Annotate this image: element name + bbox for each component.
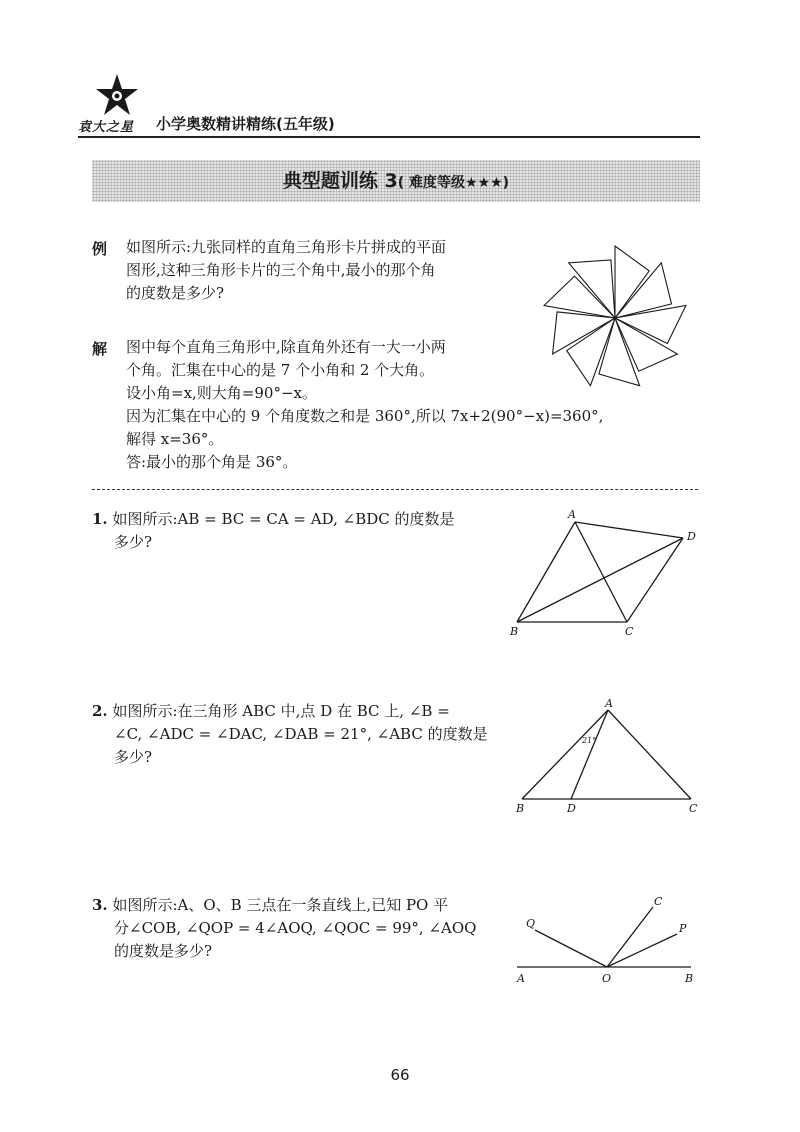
question-3-line: 如图所示:A、O、B 三点在一条直线上,已知 PO 平: [112, 896, 449, 914]
label-o: O: [602, 972, 612, 985]
solution-text: [126, 336, 603, 474]
question-2-line: 如图所示:在三角形 ABC 中,点 D 在 BC 上, ∠B =: [112, 702, 450, 720]
label-c: C: [625, 625, 634, 638]
example-tag: 例: [92, 240, 108, 258]
question-2-number: 2.: [92, 702, 108, 720]
label-p: P: [679, 922, 687, 935]
question-3: [92, 894, 476, 963]
solution-line: 图中每个直角三角形中,除直角外还有一大一小两: [126, 338, 446, 356]
solution-line: 因为汇集在中心的 9 个角度数之和是 360°,所以 7x+2(90°−x)=360°,: [126, 407, 604, 425]
label-b: B: [510, 625, 519, 638]
solution-line: 设小角=x,则大角=90°−x。: [126, 384, 317, 402]
example-line: 如图所示:九张同样的直角三角形卡片拼成的平面: [126, 238, 447, 256]
question-1-number: 1.: [92, 510, 108, 528]
question-3-number: 3.: [92, 896, 108, 914]
question-1-line: 如图所示:AB = BC = CA = AD, ∠BDC 的度数是: [112, 510, 455, 528]
question-1-figure: [505, 508, 705, 643]
label-b: B: [685, 972, 694, 985]
section-title: [92, 160, 700, 202]
example-text: [126, 236, 446, 305]
label-q: Q: [526, 917, 536, 930]
header-rule: [78, 136, 700, 138]
label-d: D: [567, 802, 576, 815]
question-2-line: ∠C, ∠ADC = ∠DAC, ∠DAB = 21°, ∠ABC 的度数是: [114, 725, 488, 743]
label-a: A: [568, 508, 576, 521]
question-2: [92, 700, 488, 769]
question-1-line: 多少?: [114, 533, 153, 551]
example-line: 的度数是多少?: [126, 284, 225, 302]
question-2-figure: [505, 696, 705, 821]
angle-label: 21°: [582, 736, 597, 745]
star-logo-icon: [94, 72, 140, 118]
label-b: B: [516, 802, 525, 815]
solution-line: 解得 x=36°。: [126, 430, 224, 448]
book-title: 小学奥数精讲精练(五年级): [156, 115, 335, 133]
question-2-line: 多少?: [114, 748, 153, 766]
section-title-main: 典型题训练 3: [282, 170, 398, 192]
solution-line: 个角。汇集在中心的是 7 个小角和 2 个大角。: [126, 361, 435, 379]
label-a: A: [605, 697, 613, 710]
question-3-figure: [505, 890, 705, 995]
example-line: 图形,这种三角形卡片的三个角中,最小的那个角: [126, 261, 436, 279]
question-3-line: 的度数是多少?: [114, 942, 213, 960]
label-d: D: [687, 530, 696, 543]
question-1: [92, 508, 455, 554]
difficulty-label: ( 难度等级★★★): [397, 175, 510, 191]
solution-tag: 解: [92, 340, 108, 358]
label-c: C: [654, 895, 663, 908]
label-a: A: [517, 972, 525, 985]
dashed-divider: [92, 489, 698, 490]
page-number: 66: [390, 1066, 410, 1084]
label-c: C: [689, 802, 698, 815]
logo-text: 袁大之星: [78, 120, 135, 135]
question-3-line: 分∠COB, ∠QOP = 4∠AOQ, ∠QOC = 99°, ∠AOQ: [114, 919, 477, 937]
solution-line: 答:最小的那个角是 36°。: [126, 453, 298, 471]
